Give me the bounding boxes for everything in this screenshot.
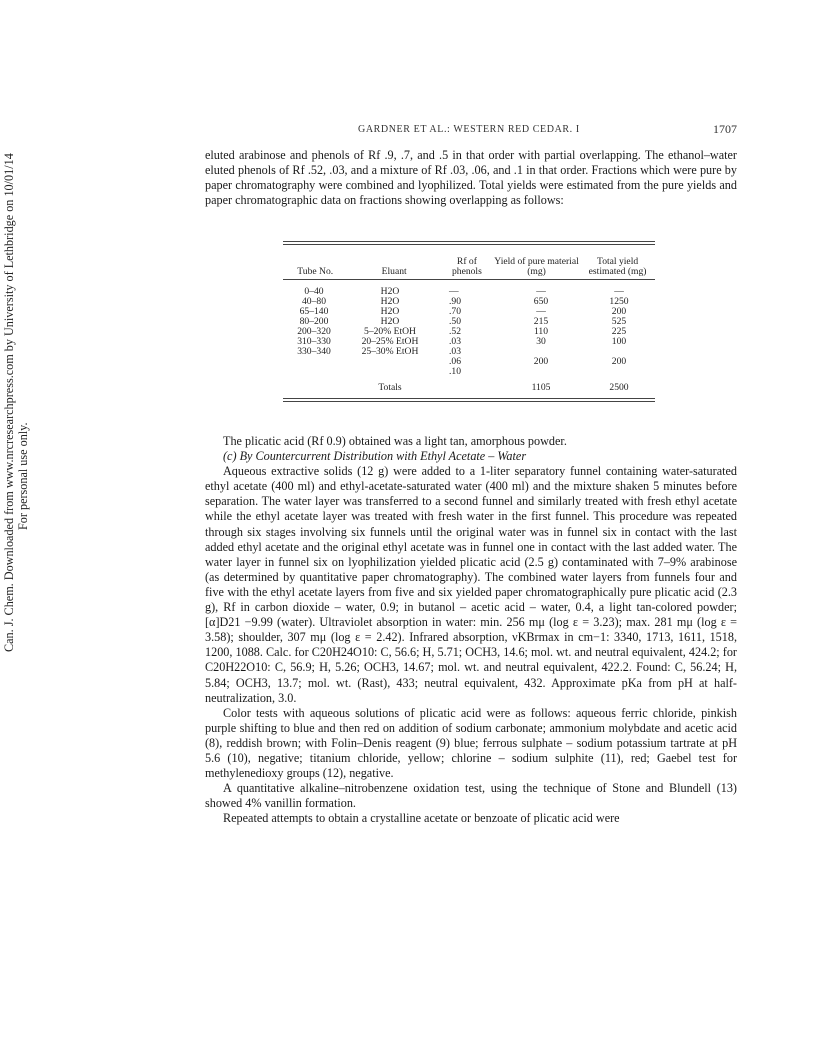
table-cell: 225 xyxy=(611,326,627,337)
body-text xyxy=(205,434,737,826)
table-cell: 200 xyxy=(611,306,627,317)
table-cell: 200–320 xyxy=(297,326,331,337)
table-row xyxy=(283,367,655,377)
download-notice xyxy=(2,153,46,652)
fraction-table xyxy=(283,241,655,402)
table-row xyxy=(283,287,655,297)
totals-yield: 1105 xyxy=(531,382,551,393)
table-cell: H2O xyxy=(380,316,400,327)
table-row xyxy=(283,337,655,347)
header-total: Total yield estimated (mg) xyxy=(588,256,647,277)
table-cell: .52 xyxy=(449,326,461,337)
table-cell: — xyxy=(536,306,546,317)
table-cell xyxy=(345,367,435,377)
download-notice-source: Can. J. Chem. Downloaded from www.nrcresearchpress.com by University of Lethbridge on 10/01/14 xyxy=(2,153,16,652)
paragraph-plicatic-acid: The plicatic acid (Rf 0.9) obtained was a light tan, amorphous powder. xyxy=(223,434,567,448)
table-cell: .10 xyxy=(449,366,461,377)
header-rf: Rf of phenols xyxy=(451,256,482,277)
table-row xyxy=(283,357,655,367)
section-heading: (c) By Countercurrent Distribution with Ethyl Acetate – Water xyxy=(223,449,527,464)
table-cell: — xyxy=(536,286,546,297)
paragraph-oxidation-test: A quantitative alkaline–nitrobenzene oxidation test, using the technique of Stone and Blundell (13) showed 4% vanillin formation. xyxy=(205,781,737,811)
table-cell: .03 xyxy=(449,336,461,347)
table-cell xyxy=(345,357,435,367)
header-eluant: Eluant xyxy=(381,266,407,277)
table-cell: 80–200 xyxy=(299,316,329,327)
table-cell xyxy=(499,367,583,377)
table-cell: 5–20% EtOH xyxy=(364,326,416,337)
table-cell: 650 xyxy=(533,296,549,307)
table-cell: 30 xyxy=(536,336,546,347)
table-row xyxy=(283,317,655,327)
table-body xyxy=(283,287,655,393)
intro-paragraph xyxy=(205,148,737,208)
table-cell: 20–25% EtOH xyxy=(361,336,419,347)
table-cell: H2O xyxy=(380,306,400,317)
table-cell xyxy=(283,367,345,377)
paragraph-color-tests: Color tests with aqueous solutions of plicatic acid were as follows: aqueous ferric chloride, pinkish purple shifting to blue and then red on addition of sodium carbonate; ammonium molybdate and acetic acid (8), reddish brown; with Folin–Denis reagent (9) blue; ferrous sulphate – sodium potassium tartrate at pH 5.6 (10), negative; titanium chloride, yellow; chlorine – sodium sulphite (11), red; Gaebel test for methylenedioxy groups (12), negative. xyxy=(205,705,737,781)
table-cell: 200 xyxy=(611,356,627,367)
table-cell xyxy=(283,357,345,367)
totals-label: Totals xyxy=(378,382,402,393)
table-row xyxy=(283,307,655,317)
table-cell: 0–40 xyxy=(304,286,324,297)
table-bottom-rule xyxy=(283,398,655,402)
table-cell: — xyxy=(449,286,459,297)
table-cell: — xyxy=(614,286,624,297)
table-cell: 310–330 xyxy=(297,336,331,347)
table-cell: 525 xyxy=(611,316,627,327)
table-cell: 40–80 xyxy=(302,296,326,307)
table-cell: 100 xyxy=(611,336,627,347)
header-tube: Tube No. xyxy=(297,266,334,277)
table-row xyxy=(283,347,655,357)
table-cell: .03 xyxy=(449,346,461,357)
table-cell: 1250 xyxy=(609,296,629,307)
table-cell: 25–30% EtOH xyxy=(361,346,419,357)
table-cell xyxy=(283,377,345,393)
table-cell: 215 xyxy=(533,316,549,327)
table-cell: 65–140 xyxy=(299,306,329,317)
intro-text: eluted arabinose and phenols of Rf .9, .7, and .5 in that order with partial overlapping. The ethanol–water eluted phenols of Rf .52, .03, and a mixture of Rf .03, .06, and .1 in that order. Fractions which were pure by paper chromatography were combined and lyophilized. Total yields were estimated from the pure yields and paper chromatographic data on fractions showing overlapping as follows: xyxy=(205,148,737,208)
table-row xyxy=(283,297,655,307)
paragraph-acetate-attempts: Repeated attempts to obtain a crystalline acetate or benzoate of plicatic acid were xyxy=(223,811,620,826)
table-cell: .70 xyxy=(449,306,461,317)
table-cell: .50 xyxy=(449,316,461,327)
table-cell: 200 xyxy=(533,356,549,367)
paragraph-countercurrent: Aqueous extractive solids (12 g) were added to a 1-liter separatory funnel containing water-saturated ethyl acetate (400 ml) and ethyl-acetate-saturated water (400 ml) and the mixture shaken 5 minutes before separation. The water layer was transferred to a second funnel and similarly treated with fresh ethyl acetate while the ethyl acetate layer was treated with fresh water in the first funnel. This procedure was repeated through six stages involving six funnels until the original water was in funnel six in contact with the last added ethyl acetate and the original ethyl acetate was in funnel one in contact with the last added water. The water layer in funnel six on lyophilization yielded plicatic acid (2.5 g) contaminated with 7–9% arabinose (as determined by quantitative paper chromatography). The combined water layers from funnels four and five with the ethyl acetate layers from five and six yielded paper chromatographically pure plicatic acid (2.3 g), Rf in carbon dioxide – water, 0.9; in butanol – acetic acid – water, 0.4, a light tan-colored powder; [α]D21 −9.99 (water). Ultraviolet absorption in water: min. 256 mμ (log ε = 3.23); max. 281 mμ (log ε = 3.58); shoulder, 307 mμ (log ε = 2.42). Infrared absorption, νKBrmax in cm−1: 3340, 1713, 1611, 1518, 1200, 1088. Calc. for C20H24O10: C, 56.6; H, 5.71; OCH3, 14.6; mol. wt. and neutral equivalent, 424.2; for C20H22O10: C, 56.9; H, 5.26; OCH3, 14.67; mol. wt. and neutral equivalent, 422.2. Found: C, 56.24; H, 5.84; OCH3, 13.7; mol. wt. (Rast), 433; neutral equivalent, 432. Approximate pKa from pH at half-neutralization, 3.0. xyxy=(205,464,737,705)
table-cell: H2O xyxy=(380,286,400,297)
running-title: GARDNER ET AL.: WESTERN RED CEDAR. I xyxy=(358,124,580,135)
table-cell xyxy=(583,367,655,377)
table-row xyxy=(283,327,655,337)
table-header-row xyxy=(283,245,655,279)
table-cell: .06 xyxy=(449,356,461,367)
table-cell: 110 xyxy=(533,326,549,337)
table-header-rule xyxy=(283,279,655,280)
table-cell: 330–340 xyxy=(297,346,331,357)
totals-estimated: 2500 xyxy=(609,382,629,393)
download-notice-usage: For personal use only. xyxy=(16,422,30,530)
table-totals-row xyxy=(283,377,655,393)
table-cell: .90 xyxy=(449,296,461,307)
page-number: 1707 xyxy=(713,122,737,136)
table-cell: H2O xyxy=(380,296,400,307)
running-header xyxy=(200,123,737,139)
header-yield: Yield of pure material (mg) xyxy=(494,256,579,277)
table-cell xyxy=(435,377,499,393)
